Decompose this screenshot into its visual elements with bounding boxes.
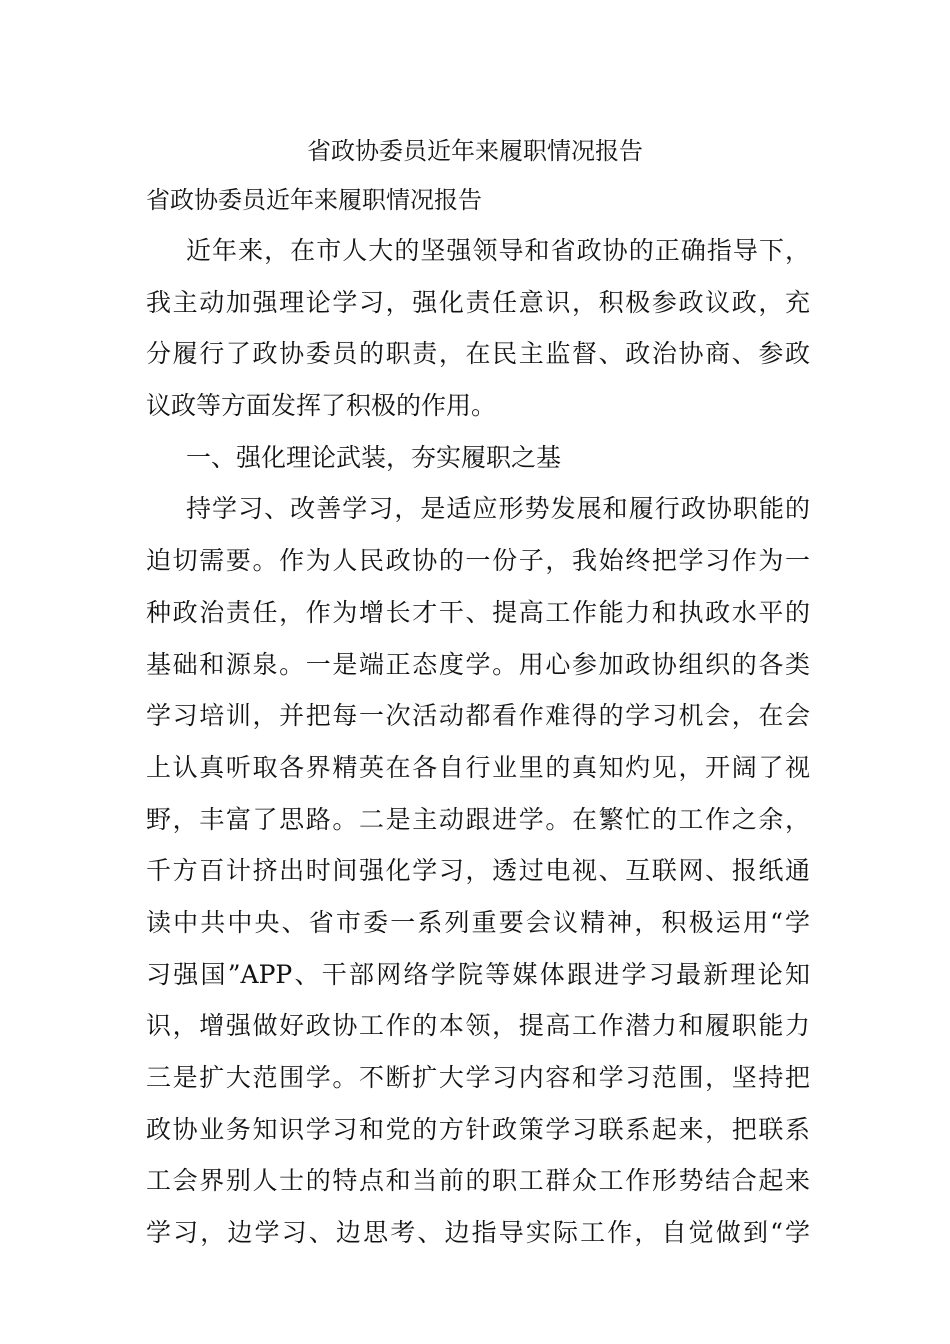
body-line: 迫切需要。作为人民政协的一份子，我始终把学习作为一 (146, 546, 810, 576)
body-line: 上认真听取各界精英在各自行业里的真知灼见，开阔了视 (146, 752, 810, 782)
document-title: 省政协委员近年来履职情况报告 (307, 137, 643, 165)
body-line: 我主动加强理论学习，强化责任意识，积极参政议政，充 (146, 287, 810, 317)
body-line: 基础和源泉。一是端正态度学。用心参加政协组织的各类 (146, 649, 810, 679)
body-line: 近年来，在市人大的坚强领导和省政协的正确指导下， (186, 236, 810, 265)
document-subtitle: 省政协委员近年来履职情况报告 (146, 186, 482, 214)
body-text (146, 232, 810, 1266)
body-line: 一、强化理论武装，夯实履职之基 (186, 442, 562, 472)
body-line: 识，增强做好政协工作的本领，提高工作潜力和履职能力 (146, 1011, 810, 1041)
body-line: 议政等方面发挥了积极的作用。 (146, 391, 497, 421)
body-line: 野，丰富了思路。二是主动跟进学。在繁忙的工作之余， (146, 804, 810, 834)
body-line: 读中共中央、省市委一系列重要会议精神，积极运用“学 (146, 907, 810, 937)
body-line: 种政治责任，作为增长才干、提高工作能力和执政水平的 (146, 597, 810, 627)
body-line: 工会界别人士的特点和当前的职工群众工作形势结合起来 (146, 1166, 810, 1196)
body-line: 持学习、改善学习，是适应形势发展和履行政协职能的 (186, 494, 810, 524)
body-line: 千方百计挤出时间强化学习，透过电视、互联网、报纸通 (146, 856, 810, 886)
body-line: 学习，边学习、边思考、边指导实际工作，自觉做到“学 (146, 1218, 810, 1248)
body-line: 学习培训，并把每一次活动都看作难得的学习机会，在会 (146, 701, 810, 731)
body-line: 分履行了政协委员的职责，在民主监督、政治协商、参政 (146, 339, 810, 369)
body-line: 三是扩大范围学。不断扩大学习内容和学习范围，坚持把 (146, 1063, 810, 1092)
body-line: 政协业务知识学习和党的方针政策学习联系起来，把联系 (146, 1114, 810, 1144)
body-line: 习强国”APP、干部网络学院等媒体跟进学习最新理论知 (146, 959, 810, 989)
